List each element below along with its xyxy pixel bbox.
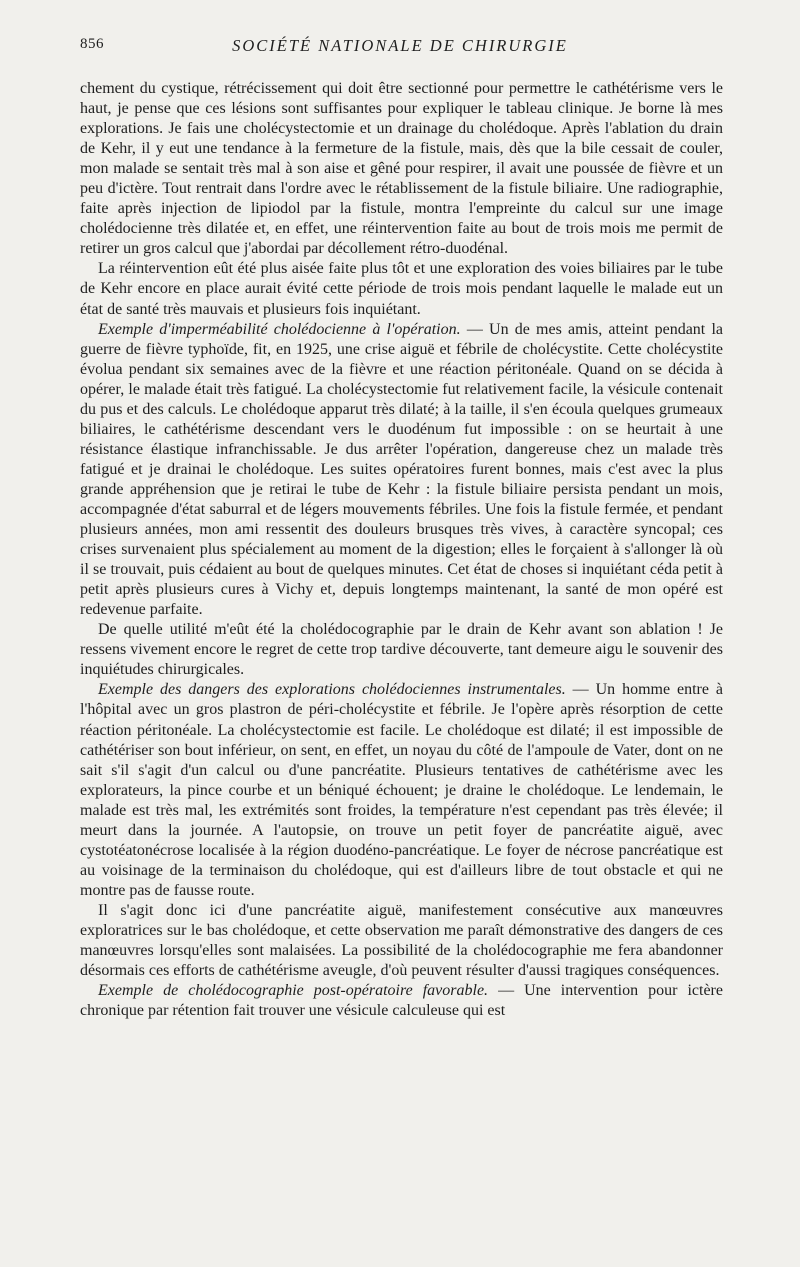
paragraph-7 (80, 981, 723, 1021)
paragraph-4 (80, 620, 723, 680)
paragraph-text: De quelle utilité m'eût été la cholédocographie par le drain de Kehr avant son ablation ! Je ressens vivement encore le regret de cette trop tardive découverte, tant demeure aigu le souvenir des inquiétudes chirurgicales. (80, 621, 723, 679)
paragraph-lead: Exemple de cholédocographie post-opératoire favorable. (98, 982, 489, 1000)
paragraph-3 (80, 320, 723, 621)
page-header (80, 36, 720, 60)
paragraph-6 (80, 901, 723, 981)
paragraph-text: — Un de mes amis, atteint pendant la guerre de fièvre typhoïde, fit, en 1925, une crise aiguë et fébrile de cholécystite. Cette cholécystite évolua pendant six semaines avec de la fièvre et une réaction péritonéale. Quand on se décida à opérer, le malade était très fatigué. La cholécystectomie fut relativement facile, la vésicule contenait du pus et des calculs. Le cholédoque apparut très dilaté; à la taille, il s'en écoula quelques grumeaux biliaires, le cathétérisme descendant vers le duodénum fut impossible : on se heurtait à une résistance élastique infranchissable. Je dus arrêter l'opération, dangereuse chez un malade très fatigué et je drainai le cholédoque. Les suites opératoires furent bonnes, mais c'est avec la plus grande appréhension que je retirai le tube de Kehr : la fistule biliaire persista pendant un mois, accompagnée d'état saburral et de légers mouvements fébriles. Une fois la fistule fermée, et pendant plusieurs années, mon ami ressentit des douleurs brusques très vives, à caractère syncopal; ces crises survenaient plus spécialement au moment de la digestion; elles le forçaient à s'allonger là où il se trouvait, puis cédaient au bout de quelques minutes. Cet état de choses si inquiétant céda petit à petit après plusieurs cures à Vichy et, depuis longtemps maintenant, la santé de mon opéré est redevenue parfaite. (80, 320, 723, 619)
paragraph-text: — Un homme entre à l'hôpital avec un gros plastron de péri-cholécystite et fébrile. Je l'opère après résorption de cette réaction péritonéale. La cholécystectomie est facile. Le cholédoque est dilaté; il est impossible de cathétériser son bout inférieur, on sent, en effet, un noyau du côté de l'ampoule de Vater, dont on ne sait s'il s'agit d'un calcul ou d'une pancréatite. Plusieurs tentatives de cathétérisme avec les explorateurs, la pince courbe et un béniqué échouent; je draine le cholédoque. Le lendemain, le malade est très mal, les extrémités sont froides, la température n'est cependant pas très élevée; il meurt dans la journée. A l'autopsie, on trouve un petit foyer de pancréatite aiguë, avec cystotéatonécrose localisée à la région duodéno-pancréatique. Le foyer de nécrose pancréatique est au voisinage de la terminaison du cholédoque, qui est d'ailleurs libre de tout obstacle et qui ne montre pas de fausse route. (80, 681, 724, 899)
paragraph-text: Il s'agit donc ici d'une pancréatite aiguë, manifestement consécutive aux manœuvres exploratrices sur le bas cholédoque, et cette observation me paraît démonstrative des dangers de ces manœuvres lorsqu'elles sont malaisées. La possibilité de la cholédocographie me fera abandonner désormais ces efforts de cathétérisme aveugle, d'où peuvent résulter d'aussi tragiques conséquences. (80, 901, 723, 980)
paragraph-2 (80, 259, 723, 319)
paragraph-1 (80, 79, 723, 259)
paragraph-lead: Exemple d'imperméabilité cholédocienne à l'opération. (98, 320, 461, 338)
paragraph-text: La réintervention eût été plus aisée faite plus tôt et une exploration des voies biliaires par le tube de Kehr encore en place aurait évité cette période de trois mois pendant laquelle le malade eut un état de santé très mauvais et plusieurs fois inquiétant. (80, 260, 723, 318)
paragraph-5 (80, 680, 723, 901)
running-title: SOCIÉTÉ NATIONALE DE CHIRURGIE (232, 36, 568, 55)
paragraph-text: chement du cystique, rétrécissement qui doit être sectionné pour permettre le cathétérisme vers le haut, je pense que ces lésions sont suffisantes pour expliquer le tableau clinique. Je borne là mes explorations. Je fais une cholécystectomie et un drainage du cholédoque. Après l'ablation du drain de Kehr, il y eut une tendance à la fermeture de la fistule, mais, dès que la bile cessait de couler, mon malade se sentait très mal à son aise et gêné pour respirer, il avait une poussée de fièvre et un peu d'ictère. Tout rentrait dans l'ordre avec le rétablissement de la fistule biliaire. Une radiographie, faite après injection de lipiodol par la fistule, montra l'empreinte du calcul sur une image cholédocienne très dilatée et, en effet, une réintervention faite au bout de trois mois me permit de retirer un gros calcul que j'abordai par décollement rétro-duodénal. (80, 80, 723, 258)
paragraph-lead: Exemple des dangers des explorations cholédociennes instrumentales. (98, 681, 566, 699)
page-number: 856 (80, 36, 104, 52)
paragraph-text: — Une intervention pour ictère chronique par rétention fait trouver une vésicule calculeuse qui est (80, 982, 723, 1020)
body-text (80, 79, 723, 1021)
